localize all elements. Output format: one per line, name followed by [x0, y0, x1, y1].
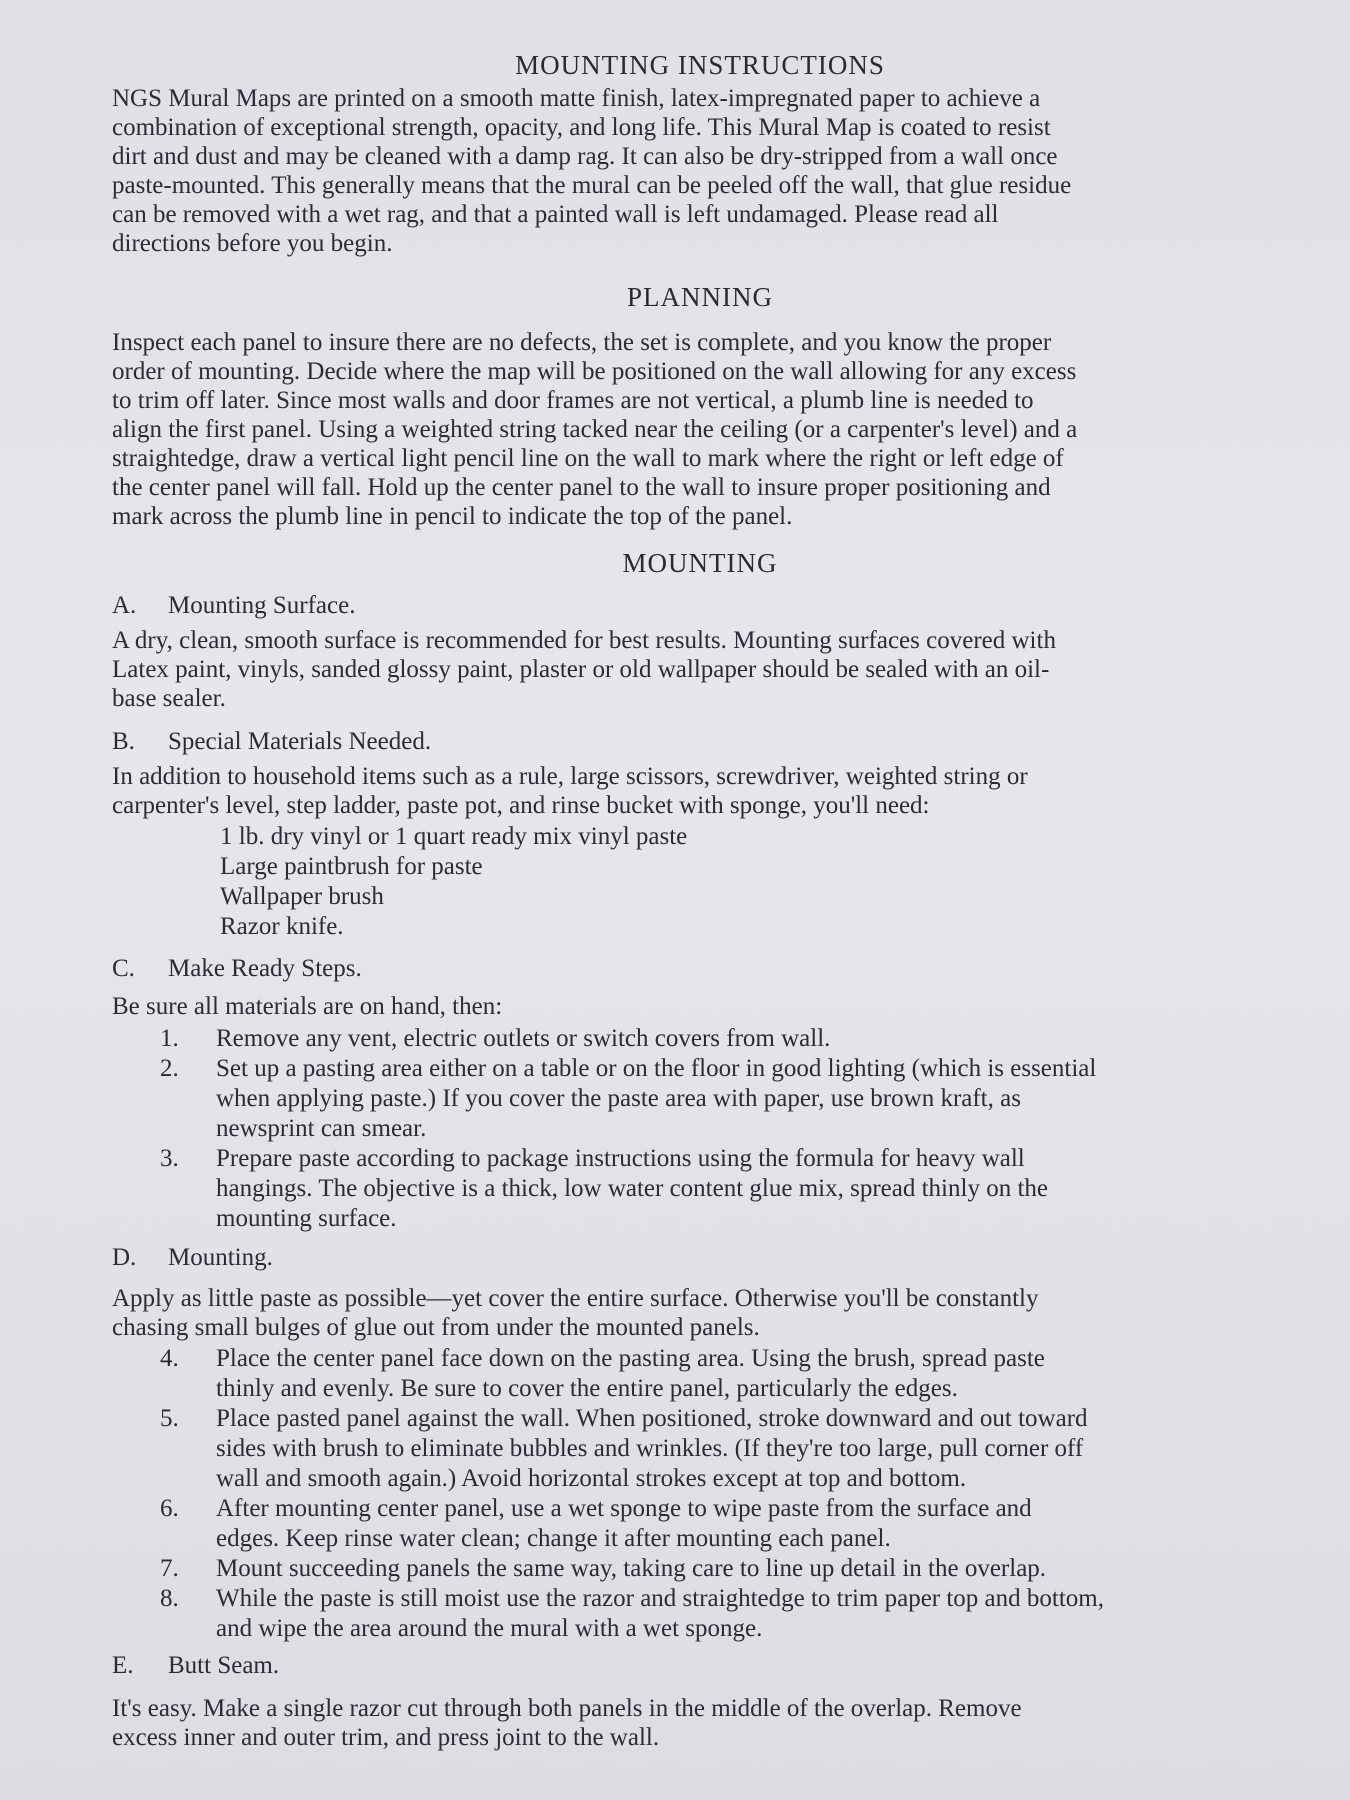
- text-line: After mounting center panel, use a wet sponge to wipe paste from the surface and: [216, 1495, 1032, 1522]
- text-line: combination of exceptional strength, opacity, and long life. This Mural Map is coated to resist: [112, 114, 1051, 141]
- list-item: [160, 1554, 1310, 1584]
- list-item: [160, 1494, 1310, 1554]
- text-line: the center panel will fall. Hold up the center panel to the wall to insure proper positioning and: [112, 474, 1051, 501]
- list-item: [160, 1144, 1310, 1234]
- text-line: order of mounting. Decide where the map will be positioned on the wall allowing for any excess: [112, 358, 1077, 385]
- text-line: Be sure all materials are on hand, then:: [112, 993, 503, 1020]
- text-line: Place the center panel face down on the pasting area. Using the brush, spread paste: [216, 1345, 1045, 1372]
- step-number: 6.: [160, 1495, 179, 1522]
- planning-heading: PLANNING: [627, 282, 773, 312]
- list-item: 1 lb. dry vinyl or 1 quart ready mix vinyl paste: [220, 823, 688, 850]
- text-line: directions before you begin.: [112, 230, 393, 257]
- text-line: Prepare paste according to package instructions using the formula for heavy wall: [216, 1145, 1025, 1172]
- step-number: 3.: [160, 1145, 179, 1172]
- step-text: [216, 1054, 1096, 1144]
- list-item: Wallpaper brush: [220, 883, 384, 910]
- text-line: thinly and evenly. Be sure to cover the entire panel, particularly the edges.: [216, 1375, 958, 1402]
- planning-paragraph: [112, 328, 1292, 531]
- step-number: 7.: [160, 1555, 179, 1582]
- text-line: NGS Mural Maps are printed on a smooth matte finish, latex-impregnated paper to achieve a: [112, 85, 1041, 112]
- text-line: excess inner and outer trim, and press joint to the wall.: [112, 1724, 660, 1751]
- section-letter: D.: [112, 1244, 137, 1271]
- section-e-paragraph: [112, 1694, 1292, 1752]
- section-e-title: [112, 1652, 279, 1680]
- section-label: Mounting Surface.: [168, 592, 356, 619]
- text-line: base sealer.: [112, 685, 226, 712]
- step-text: [216, 1024, 830, 1054]
- section-label: Butt Seam.: [168, 1652, 280, 1679]
- step-text: [216, 1584, 1104, 1644]
- text-line: sides with brush to eliminate bubbles and wrinkles. (If they're too large, pull corner off: [216, 1435, 1084, 1462]
- text-line: A dry, clean, smooth surface is recommended for best results. Mounting surfaces covered with: [112, 627, 1056, 654]
- text-line: newsprint can smear.: [216, 1115, 427, 1142]
- list-item: [160, 1404, 1310, 1494]
- step-number: 4.: [160, 1345, 179, 1372]
- text-line: can be removed with a wet rag, and that a painted wall is left undamaged. Please read all: [112, 201, 999, 228]
- step-number: 2.: [160, 1055, 179, 1082]
- text-line: hangings. The objective is a thick, low water content glue mix, spread thinly on the: [216, 1175, 1048, 1202]
- text-line: While the paste is still moist use the razor and straightedge to trim paper top and bottom,: [216, 1585, 1104, 1612]
- step-number: 5.: [160, 1405, 179, 1432]
- list-item: [160, 1054, 1310, 1144]
- text-line: Mount succeeding panels the same way, taking care to line up detail in the overlap.: [216, 1555, 1047, 1582]
- text-line: paste-mounted. This generally means that the mural can be peeled off the wall, that glue residue: [112, 172, 1072, 199]
- text-line: when applying paste.) If you cover the paste area with paper, use brown kraft, as: [216, 1085, 1021, 1112]
- text-line: Inspect each panel to insure there are no defects, the set is complete, and you know the proper: [112, 329, 1052, 356]
- section-b-paragraph: [112, 762, 1292, 820]
- step-number: 8.: [160, 1585, 179, 1612]
- section-label: Mounting.: [168, 1244, 273, 1271]
- section-c-paragraph: [112, 992, 1292, 1021]
- intro-paragraph: [112, 84, 1292, 258]
- step-number: 1.: [160, 1025, 179, 1052]
- section-letter: A.: [112, 592, 137, 619]
- page-title: MOUNTING INSTRUCTIONS: [515, 50, 885, 80]
- text-line: mark across the plumb line in pencil to indicate the top of the panel.: [112, 503, 793, 530]
- section-a-title: [112, 592, 355, 620]
- section-d-title: [112, 1244, 273, 1272]
- text-line: carpenter's level, step ladder, paste pot, and rinse bucket with sponge, you'll need:: [112, 792, 930, 819]
- section-label: Make Ready Steps.: [168, 955, 362, 982]
- section-c-title: [112, 955, 362, 983]
- text-line: It's easy. Make a single razor cut through both panels in the middle of the overlap. Remove: [112, 1695, 1022, 1722]
- list-item: Razor knife.: [220, 913, 344, 940]
- text-line: chasing small bulges of glue out from under the mounted panels.: [112, 1314, 760, 1341]
- list-item: [160, 1344, 1310, 1404]
- mounting-steps: [160, 1344, 1310, 1644]
- section-d-paragraph: [112, 1284, 1292, 1342]
- section-b-title: [112, 728, 431, 756]
- step-text: [216, 1344, 1045, 1404]
- text-line: straightedge, draw a vertical light pencil line on the wall to mark where the right or left edge of: [112, 445, 1064, 472]
- make-ready-steps: [160, 1024, 1310, 1234]
- text-line: align the first panel. Using a weighted string tacked near the ceiling (or a carpenter's level) and a: [112, 416, 1078, 443]
- text-line: Set up a pasting area either on a table or on the floor in good lighting (which is essential: [216, 1055, 1097, 1082]
- mounting-heading: MOUNTING: [622, 548, 778, 578]
- text-line: Place pasted panel against the wall. When positioned, stroke downward and out toward: [216, 1405, 1088, 1432]
- text-line: wall and smooth again.) Avoid horizontal strokes except at top and bottom.: [216, 1465, 967, 1492]
- step-text: [216, 1494, 1032, 1554]
- text-line: and wipe the area around the mural with a wet sponge.: [216, 1615, 763, 1642]
- step-text: [216, 1144, 1048, 1234]
- text-line: In addition to household items such as a rule, large scissors, screwdriver, weighted string or: [112, 763, 1028, 790]
- list-item: [160, 1584, 1310, 1644]
- materials-list: [220, 822, 687, 942]
- section-letter: C.: [112, 955, 135, 982]
- step-text: [216, 1404, 1088, 1494]
- text-line: Apply as little paste as possible—yet cover the entire surface. Otherwise you'll be constantly: [112, 1285, 1039, 1312]
- section-label: Special Materials Needed.: [168, 728, 432, 755]
- text-line: Latex paint, vinyls, sanded glossy paint, plaster or old wallpaper should be sealed with an oil-: [112, 656, 1050, 683]
- step-text: [216, 1554, 1046, 1584]
- section-letter: B.: [112, 728, 135, 755]
- text-line: dirt and dust and may be cleaned with a damp rag. It can also be dry-stripped from a wall once: [112, 143, 1058, 170]
- list-item: [160, 1024, 1310, 1054]
- section-a-paragraph: [112, 626, 1292, 713]
- section-letter: E.: [112, 1652, 134, 1679]
- text-line: to trim off later. Since most walls and door frames are not vertical, a plumb line is needed to: [112, 387, 1034, 414]
- text-line: edges. Keep rinse water clean; change it after mounting each panel.: [216, 1525, 891, 1552]
- text-line: mounting surface.: [216, 1205, 397, 1232]
- list-item: Large paintbrush for paste: [220, 853, 483, 880]
- text-line: Remove any vent, electric outlets or switch covers from wall.: [216, 1025, 831, 1052]
